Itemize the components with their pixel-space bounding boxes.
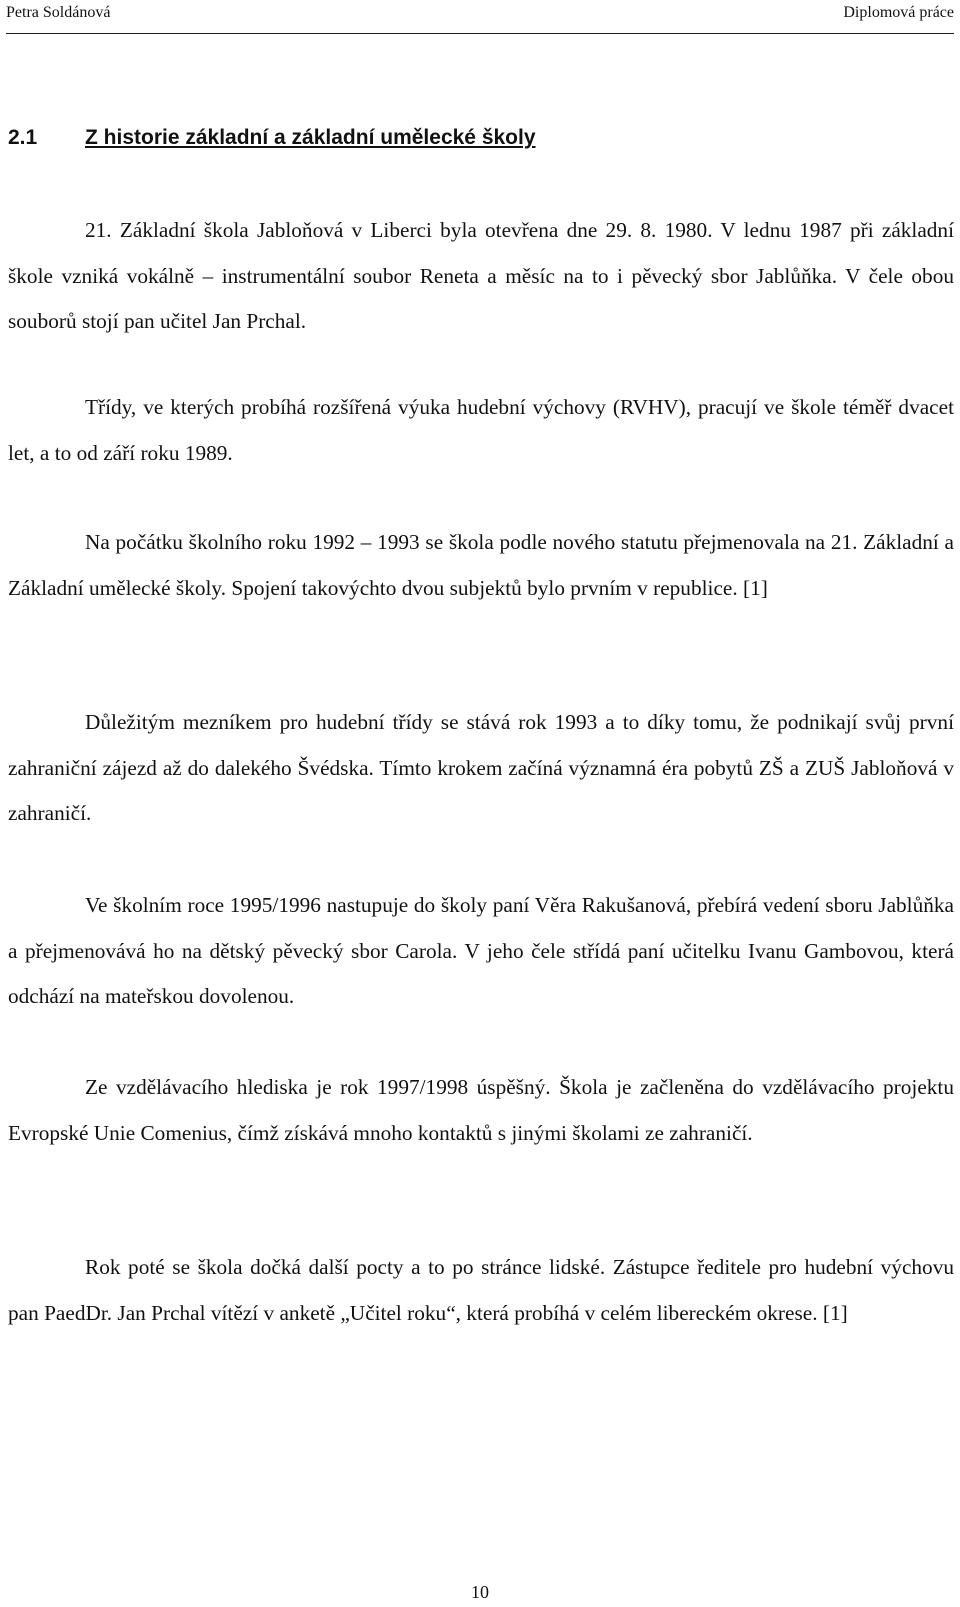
section-title: Z historie základní a základní umělecké školy: [85, 126, 536, 149]
header-doc-type: Diplomová práce: [843, 4, 954, 21]
page-header: [6, 4, 954, 32]
header-author: Petra Soldánová: [6, 4, 111, 21]
page-number: 10: [471, 1582, 489, 1602]
section-heading: [8, 126, 536, 150]
paragraph-4: Důležitým mezníkem pro hudební třídy se stává rok 1993 a to díky tomu, že podnikají svůj první zahraniční zájezd až do dalekého Švédska. Tímto krokem začíná významná éra pobytů ZŠ a ZUŠ Jabloňová v zahraničí.: [8, 710, 954, 825]
paragraph-5: Ve školním roce 1995/1996 nastupuje do školy paní Věra Rakušanová, přebírá vedení sboru Jablůňka a přejmenovává ho na dětský pěvecký sbor Carola. V jeho čele střídá paní učitelku Ivanu Gambovou, která odchází na mateřskou dovolenou.: [8, 893, 954, 1008]
paragraph-1: 21. Základní škola Jabloňová v Liberci byla otevřena dne 29. 8. 1980. V lednu 1987 při základní škole vzniká vokálně – instrumentální soubor Reneta a měsíc na to i pěvecký sbor Jablůňka. V čele obou souborů stojí pan učitel Jan Prchal.: [8, 218, 954, 333]
paragraph-3: Na počátku školního roku 1992 – 1993 se škola podle nového statutu přejmenovala na 21. Základní a Základní umělecké školy. Spojení takovýchto dvou subjektů bylo prvním v republice. [1]: [8, 530, 954, 600]
paragraph-2: Třídy, ve kterých probíhá rozšířená výuka hudební výchovy (RVHV), pracují ve škole téměř dvacet let, a to od září roku 1989.: [8, 395, 954, 465]
section-number: 2.1: [8, 126, 38, 149]
header-rule: [6, 33, 954, 34]
paragraph-7: Rok poté se škola dočká další pocty a to po stránce lidské. Zástupce ředitele pro hudební výchovu pan PaedDr. Jan Prchal vítězí v anketě „Učitel roku“, která probíhá v celém libereckém okrese. [1]: [8, 1255, 954, 1325]
paragraph-6: Ze vzdělávacího hlediska je rok 1997/1998 úspěšný. Škola je začleněna do vzdělávacího projektu Evropské Unie Comenius, čímž získává mnoho kontaktů s jinými školami ze zahraničí.: [8, 1075, 954, 1145]
